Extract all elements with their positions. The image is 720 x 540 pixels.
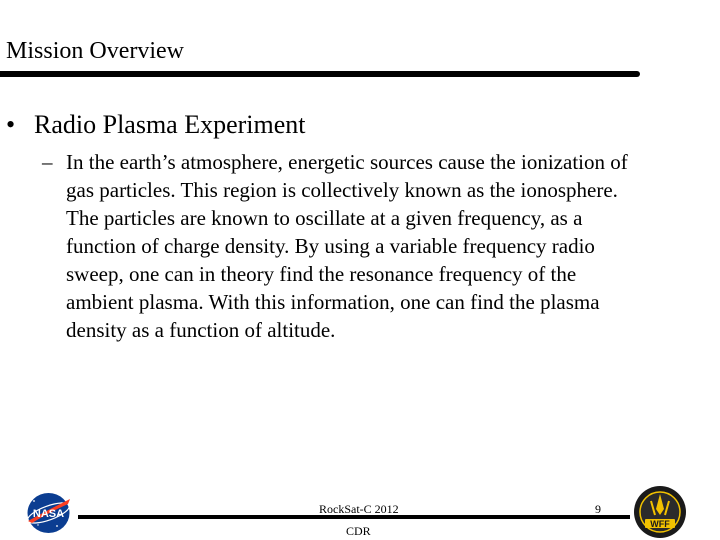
nasa-logo-label: NASA bbox=[32, 508, 65, 520]
nasa-logo bbox=[24, 491, 73, 535]
wff-logo bbox=[633, 485, 687, 539]
sub-bullet-text: In the earth’s atmosphere, energetic sources cause the ionization of gas particles. This region is collectively known as the ionosphere. The particles are known to oscillate at a given frequency, as a function of charge density. By using a variable frequency radio sweep, one can in theory find the resonance frequency of the ambient plasma. With this information, one can find the plasma density as a function of altitude. bbox=[66, 150, 628, 342]
wff-logo-label: WFF bbox=[650, 519, 670, 529]
bullet-marker: • bbox=[6, 110, 16, 139]
main-bullet-text: Radio Plasma Experiment bbox=[34, 110, 306, 139]
page-number: 9 bbox=[595, 502, 601, 516]
title-divider bbox=[0, 71, 640, 77]
slide-title: Mission Overview bbox=[6, 38, 184, 64]
main-bullet bbox=[6, 109, 306, 141]
footer-project: RockSat-C 2012 bbox=[319, 502, 399, 516]
sub-bullet-marker: – bbox=[42, 150, 53, 174]
sub-bullet bbox=[42, 148, 642, 344]
footer-review: CDR bbox=[346, 524, 371, 538]
